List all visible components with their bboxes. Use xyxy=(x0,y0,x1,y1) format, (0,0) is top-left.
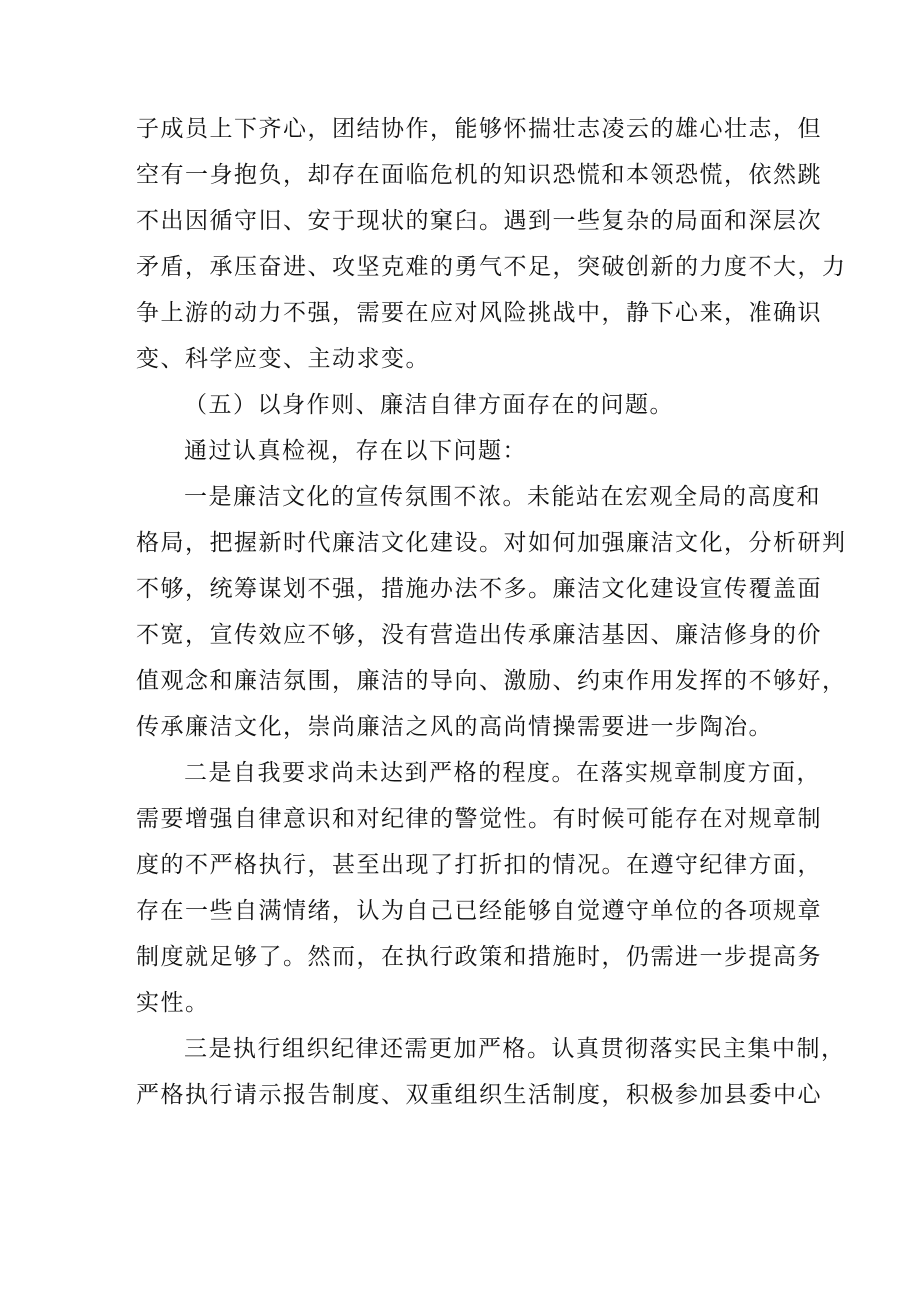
paragraph xyxy=(136,750,822,1026)
text-line: 变、科学应变、主动求变。 xyxy=(136,346,430,372)
text-line: 格局，把握新时代廉洁文化建设。对如何加强廉洁文化，分析研判 xyxy=(136,530,847,556)
text-line: 矛盾，承压奋进、攻坚克难的勇气不足，突破创新的力度不大，力 xyxy=(136,254,847,280)
text-line: 子成员上下齐心，团结协作，能够怀揣壮志凌云的雄心壮志，但 xyxy=(136,116,822,142)
paragraph xyxy=(136,1026,846,1118)
text-line: 争上游的动力不强，需要在应对风险挑战中，静下心来，准确识 xyxy=(136,300,822,326)
paragraph xyxy=(136,474,847,750)
text-line: 二是自我要求尚未达到严格的程度。在落实规章制度方面， xyxy=(184,760,821,786)
text-line: 需要增强自律意识和对纪律的警觉性。有时候可能存在对规章制 xyxy=(136,806,822,832)
text-line: 不宽，宣传效应不够，没有营造出传承廉洁基因、廉洁修身的价 xyxy=(136,622,822,648)
text-line: （五）以身作则、廉洁自律方面存在的问题。 xyxy=(184,392,674,418)
text-line: 实性。 xyxy=(136,990,210,1016)
text-line: 度的不严格执行，甚至出现了打折扣的情况。在遵守纪律方面， xyxy=(136,852,822,878)
text-line: 值观念和廉洁氛围，廉洁的导向、激励、约束作用发挥的不够好， xyxy=(136,668,847,694)
text-line: 严格执行请示报告制度、双重组织生活制度，积极参加县委中心 xyxy=(136,1082,822,1108)
text-line: 空有一身抱负，却存在面临危机的知识恐慌和本领恐慌，依然跳 xyxy=(136,162,822,188)
text-line: 传承廉洁文化，崇尚廉洁之风的高尚情操需要进一步陶冶。 xyxy=(136,714,773,740)
text-line: 三是执行组织纪律还需更加严格。认真贯彻落实民主集中制， xyxy=(184,1036,846,1062)
text-line: 制度就足够了。然而，在执行政策和措施时，仍需进一步提高务 xyxy=(136,944,822,970)
text-line: 不够，统筹谋划不强，措施办法不多。廉洁文化建设宣传覆盖面 xyxy=(136,576,822,602)
paragraph xyxy=(136,106,847,382)
text-line: 存在一些自满情绪，认为自己已经能够自觉遵守单位的各项规章 xyxy=(136,898,822,924)
paragraph xyxy=(136,382,801,428)
text-line: 一是廉洁文化的宣传氛围不浓。未能站在宏观全局的高度和 xyxy=(184,484,821,510)
document-body xyxy=(136,106,847,1118)
text-line: 通过认真检视，存在以下问题： xyxy=(184,438,527,464)
paragraph xyxy=(136,428,801,474)
text-line: 不出因循守旧、安于现状的窠臼。遇到一些复杂的局面和深层次 xyxy=(136,208,822,234)
